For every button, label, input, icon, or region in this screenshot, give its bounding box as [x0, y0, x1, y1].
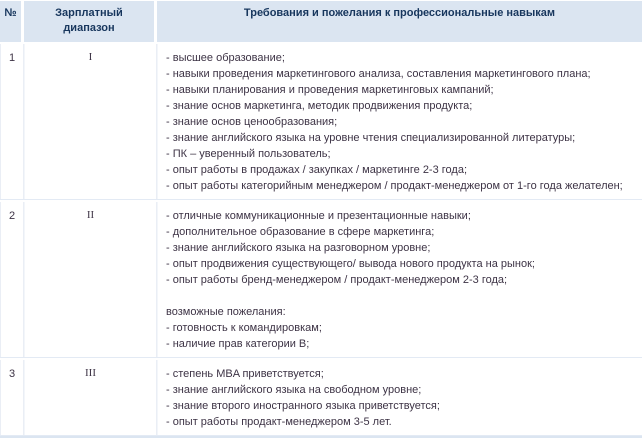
header-col-salary-range-line2: диапазон	[63, 22, 115, 34]
requirement-line: - опыт продвижения существующего/ вывода нового продукта на рынок;	[166, 258, 535, 270]
requirement-line: - ПК – уверенный пользователь;	[166, 148, 331, 160]
row-3-salary-range: III	[24, 360, 157, 435]
table-row-3	[0, 358, 642, 436]
requirement-line: - знание второго иностранного языка приветствуется;	[166, 400, 440, 412]
requirement-line: - опыт работы в продажах / закупках / маркетинге 2-3 года;	[166, 164, 468, 176]
row-1-number: 1	[0, 44, 24, 199]
header-col-requirements-label: Требования и пожелания к профессиональные навыкам	[243, 7, 556, 19]
row-2-number: 2	[0, 202, 24, 357]
header-col-number	[0, 1, 24, 42]
header-col-salary-range	[24, 1, 157, 42]
requirement-line: - опыт работы категорийным менеджером / продакт-менеджером от 1-го года желателен;	[166, 180, 623, 192]
requirement-line: - опыт работы продакт-менеджером 3-5 лет.	[166, 416, 392, 428]
row-2-salary-range: II	[24, 202, 157, 357]
requirement-line: - знание английского языка на разговорном уровне;	[166, 242, 431, 254]
requirement-line: - знание английского языка на уровне чтения специализированной литературы;	[166, 132, 576, 144]
table-header-row	[0, 1, 642, 42]
requirement-line: - отличные коммуникационные и презентационные навыки;	[166, 210, 471, 222]
requirement-line: - опыт работы бренд-менеджером / продакт-менеджером 2-3 года;	[166, 274, 508, 286]
requirement-line: - знание основ ценообразования;	[166, 116, 338, 128]
row-3-requirements	[157, 360, 642, 435]
header-col-requirements	[157, 1, 642, 42]
table-row-1	[0, 42, 642, 200]
requirement-line: - наличие прав категории В;	[166, 338, 310, 350]
row-1-salary-range: I	[24, 44, 157, 199]
table-row-2	[0, 200, 642, 358]
row-3-number: 3	[0, 360, 24, 435]
row-2-requirements	[157, 202, 642, 357]
requirement-line	[166, 288, 630, 304]
requirement-line: - знание английского языка на свободном уровне;	[166, 384, 422, 396]
requirement-line: - дополнительное образование в сфере маркетинга;	[166, 226, 435, 238]
requirement-line: - высшее образование;	[166, 52, 285, 64]
requirement-line: - навыки проведения маркетингового анализа, составления маркетингового плана;	[166, 68, 591, 80]
requirement-line: - знание основ маркетинга, методик продвижения продукта;	[166, 100, 473, 112]
header-col-salary-range-line1: Зарплатный	[55, 7, 123, 19]
row-1-requirements	[157, 44, 642, 199]
header-col-number-label: №	[4, 7, 17, 19]
requirement-line: - готовность к командировкам;	[166, 322, 322, 334]
requirement-line: - степень MBA приветствуется;	[166, 368, 324, 380]
requirement-line: - навыки планирования и проведения маркетинговых кампаний;	[166, 84, 494, 96]
requirement-line: возможные пожелания:	[166, 306, 286, 318]
